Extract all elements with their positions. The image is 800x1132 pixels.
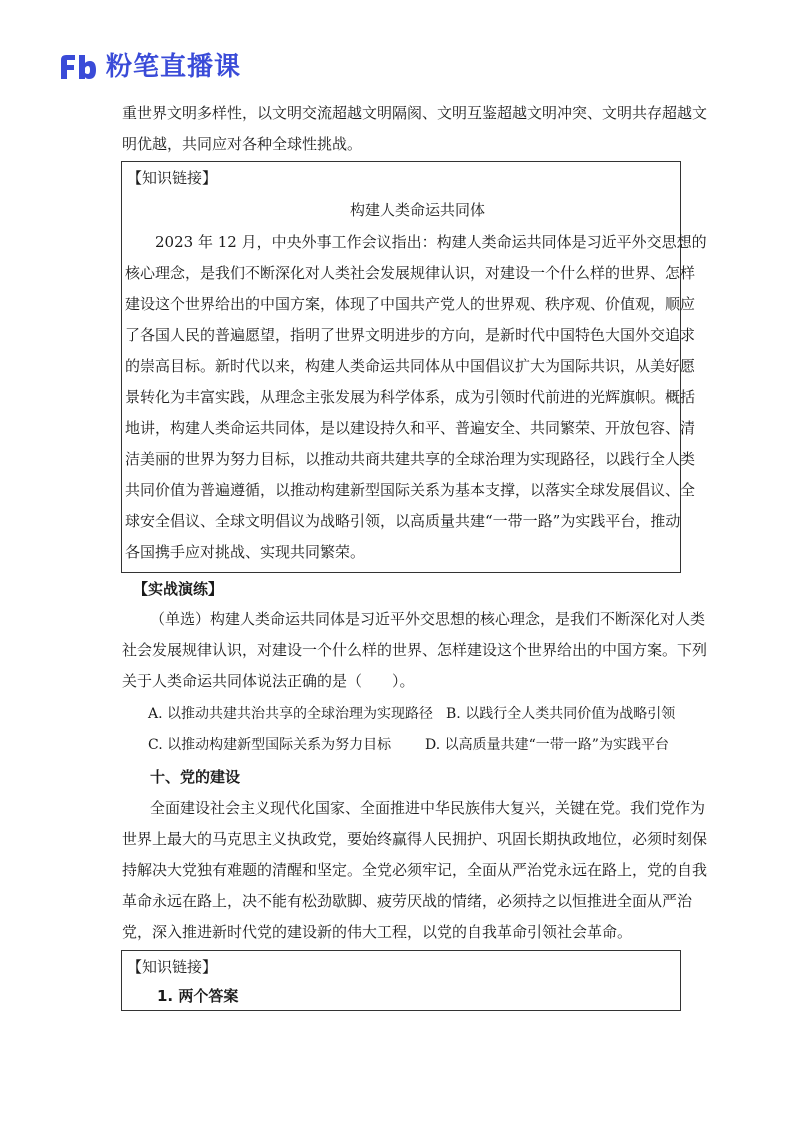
text-line: 明优越，共同应对各种全球性挑战。 bbox=[122, 135, 363, 153]
knowledge-box-label: 【知识链接】 bbox=[127, 169, 218, 187]
knowledge-box-subheading: 1. 两个答案 bbox=[157, 987, 239, 1005]
practice-heading: 【实战演练】 bbox=[133, 580, 224, 598]
text-line: 社会发展规律认识，对建设一个什么样的世界、怎样建设这个世界给出的中国方案。下列 bbox=[122, 641, 708, 659]
text-line: 2023 年 12 月，中央外事工作会议指出：构建人类命运共同体是习近平外交思想的 bbox=[155, 233, 707, 251]
text-line: 建设这个世界给出的中国方案，体现了中国共产党人的世界观、秩序观、价值观，顺应 bbox=[125, 295, 696, 313]
text-line: 世界上最大的马克思主义执政党，要始终赢得人民拥护、巩固长期执政地位，必须时刻保 bbox=[122, 830, 708, 848]
text-line: 党，深入推进新时代党的建设新的伟大工程，以党的自我革命引领社会革命。 bbox=[122, 923, 633, 941]
text-line: 地讲，构建人类命运共同体，是以建设持久和平、普遍安全、共同繁荣、开放包容、清 bbox=[125, 419, 696, 437]
knowledge-box-body bbox=[125, 227, 707, 568]
text-line: 革命永远在路上，决不能有松劲歇脚、疲劳厌战的情绪，必须持之以恒推进全面从严治 bbox=[122, 892, 693, 910]
text-line: 核心理念，是我们不断深化对人类社会发展规律认识，对建设一个什么样的世界、怎样 bbox=[125, 264, 696, 282]
intro-paragraph bbox=[122, 98, 708, 160]
option-a: A. 以推动共建共治共享的全球治理为实现路径 bbox=[148, 706, 434, 722]
text-line: （单选）构建人类命运共同体是习近平外交思想的核心理念，是我们不断深化对人类 bbox=[150, 610, 706, 628]
text-line: 各国携手应对挑战、实现共同繁荣。 bbox=[125, 543, 366, 561]
brand-logo bbox=[58, 50, 241, 84]
text-line: 了各国人民的普遍愿望，指明了世界文明进步的方向，是新时代中国特色大国外交追求 bbox=[125, 326, 696, 344]
knowledge-box-label: 【知识链接】 bbox=[127, 958, 218, 976]
text-line: 关于人类命运共同体说法正确的是（ ）。 bbox=[122, 672, 415, 690]
text-line: 球安全倡议、全球文明倡议为战略引领，以高质量共建“一带一路”为实践平台，推动 bbox=[125, 512, 681, 530]
text-line: 全面建设社会主义现代化国家、全面推进中华民族伟大复兴，关键在党。我们党作为 bbox=[150, 799, 706, 817]
section-paragraph bbox=[122, 793, 708, 948]
text-line: 共同价值为普遍遵循，以推动构建新型国际关系为基本支撑，以落实全球发展倡议、全 bbox=[125, 481, 696, 499]
text-line: 重世界文明多样性，以文明交流超越文明隔阂、文明互鉴超越文明冲突、文明共存超越文 bbox=[122, 104, 708, 122]
knowledge-box-title: 构建人类命运共同体 bbox=[350, 201, 486, 219]
brand-name: 粉笔直播课 bbox=[106, 52, 242, 82]
text-line: 持解决大党独有难题的清醒和坚定。全党必须牢记，全面从严治党永远在路上，党的自我 bbox=[122, 861, 708, 879]
option-d: D. 以高质量共建“一带一路”为实践平台 bbox=[425, 737, 669, 753]
text-line: 景转化为丰富实践，从理念主张发展为科学体系，成为引领时代前进的光辉旗帜。概括 bbox=[125, 388, 696, 406]
fb-logo-icon bbox=[58, 52, 98, 82]
section-heading: 十、党的建设 bbox=[150, 768, 241, 786]
option-b: B. 以践行全人类共同价值为战略引领 bbox=[446, 706, 676, 722]
practice-question bbox=[122, 604, 708, 697]
option-c: C. 以推动构建新型国际关系为努力目标 bbox=[148, 737, 392, 753]
text-line: 的崇高目标。新时代以来，构建人类命运共同体从中国倡议扩大为国际共识，从美好愿 bbox=[125, 357, 696, 375]
text-line: 洁美丽的世界为努力目标，以推动共商共建共享的全球治理为实现路径，以践行全人类 bbox=[125, 450, 696, 468]
